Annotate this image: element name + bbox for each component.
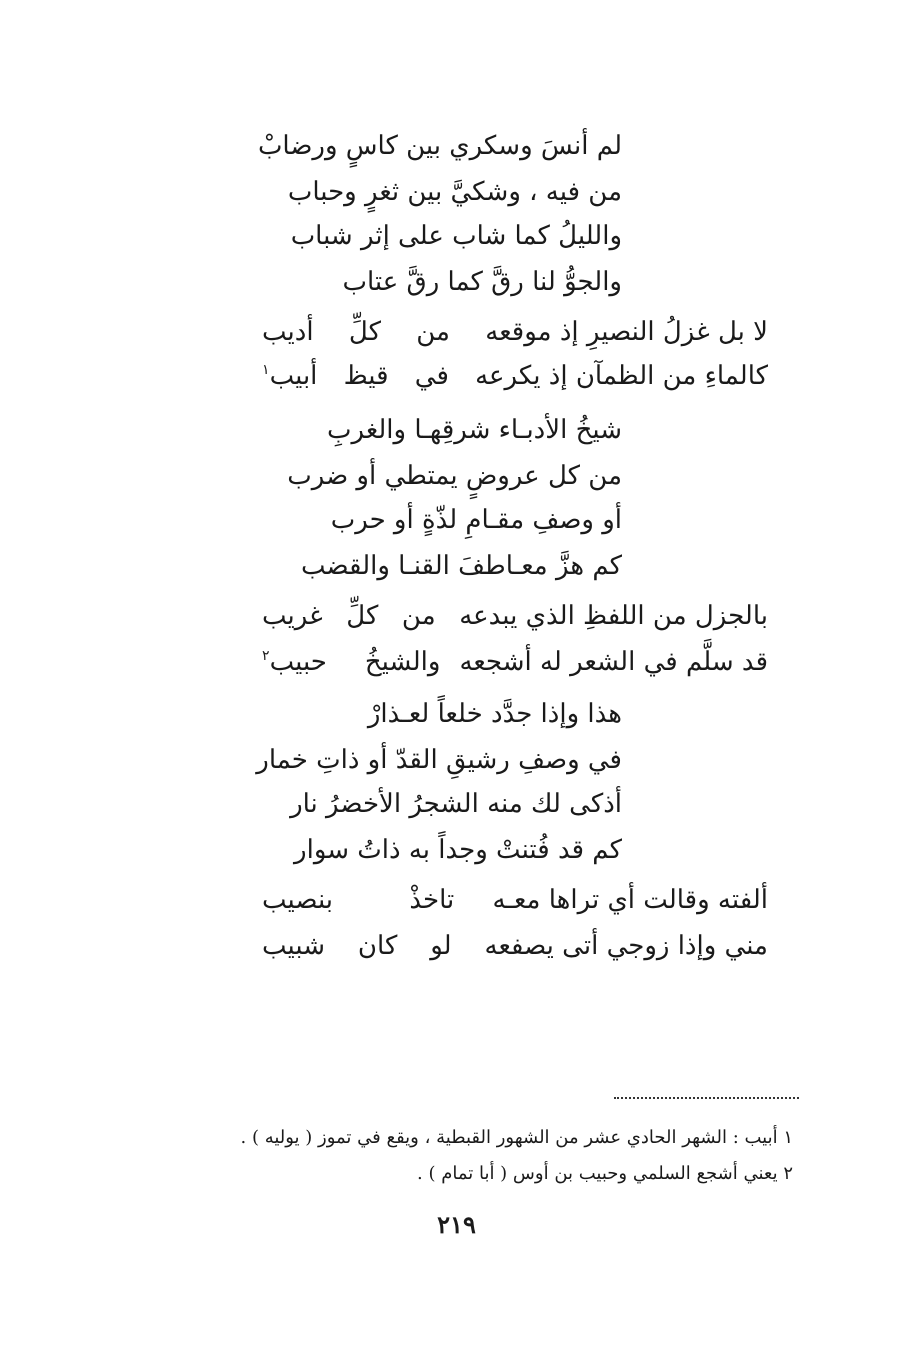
footnote-separator <box>614 1097 799 1099</box>
verse-line: في وصفِ رشيقِ القدّ أو ذاتِ خمار <box>256 745 622 775</box>
couplet-word: حبيب <box>269 647 327 677</box>
couplet-part: قيظ <box>343 361 389 391</box>
couplet-part: كلِّ <box>346 601 379 631</box>
couplet-part: مني وإذا زوجي أتى يصفعه <box>484 931 768 961</box>
couplet-part: بنصيب <box>262 885 334 915</box>
verse-line: لم أنسَ وسكري بين كاسٍ ورضابْ <box>257 131 622 161</box>
verse-line: من فيه ، وشكيَّ بين ثغرٍ وحباب <box>287 177 622 207</box>
couplet-part: كالماءِ من الظمآن إذ يكرعه <box>475 361 768 391</box>
couplet-part: كان <box>357 931 398 961</box>
couplet-word: أبيب <box>269 361 318 391</box>
couplet-line <box>262 312 768 352</box>
couplet-part: شبيب <box>262 931 326 961</box>
couplet-part: من <box>416 317 450 347</box>
couplet-line <box>262 596 768 636</box>
couplet-part: تاخذْ <box>409 885 455 915</box>
footnote: ٢ يعني أشجع السلمي وحبيب بن أوس ( أبا تمام ) . <box>417 1163 793 1184</box>
couplet-part: حبيب٢ <box>262 642 327 682</box>
couplet-part: أديب <box>262 317 314 347</box>
verse-line: شيخُ الأدبـاء شرقِهـا والغربِ <box>327 415 622 445</box>
page-number: ٢١٩ <box>437 1210 476 1239</box>
verse-line: هذا وإذا جدَّد خلعاً لعـذارْ <box>367 699 622 729</box>
verse-line: والليلُ كما شاب على إثر شباب <box>290 221 622 251</box>
couplet-part: لو <box>430 931 452 961</box>
couplet-part: من <box>401 601 436 631</box>
couplet-part: ألفته وقالت أي تراها معـه <box>492 885 768 915</box>
couplet-line <box>262 880 768 920</box>
verse-line: أو وصفِ مقـامِ لذّةٍ أو حرب <box>330 505 622 535</box>
couplet-part: كلِّ <box>348 317 381 347</box>
couplet-part: أبيب١ <box>262 356 317 396</box>
couplet-part: لا بل غزلُ النصيرِ إذ موقعه <box>485 317 768 347</box>
verse-line: والجوُّ لنا رقَّ كما رقَّ عتاب <box>342 267 622 297</box>
couplet-line <box>262 642 768 682</box>
couplet-line <box>262 356 768 396</box>
verse-line: أذكى لك منه الشجرُ الأخضرُ نار <box>290 789 622 819</box>
couplet-part: والشيخُ <box>364 647 441 677</box>
verse-line: كم قد فُتنتْ وجداً به ذاتُ سوار <box>294 835 622 865</box>
verse-line: من كل عروضٍ يمتطي أو ضرب <box>287 461 622 491</box>
couplet-part: في <box>414 361 449 391</box>
couplet-part: بالجزل من اللفظِ الذي يبدعه <box>459 601 768 631</box>
couplet-line <box>262 926 768 966</box>
verse-line: كم هزَّ معـاطفَ القنـا والقضب <box>300 551 622 581</box>
couplet-part: قد سلَّم في الشعر له أشجعه <box>459 647 768 677</box>
couplet-part: غريب <box>262 601 323 631</box>
footnote: ١ أبيب : الشهر الحادي عشر من الشهور القبطية ، ويقع في تموز ( يوليه ) . <box>240 1127 793 1148</box>
